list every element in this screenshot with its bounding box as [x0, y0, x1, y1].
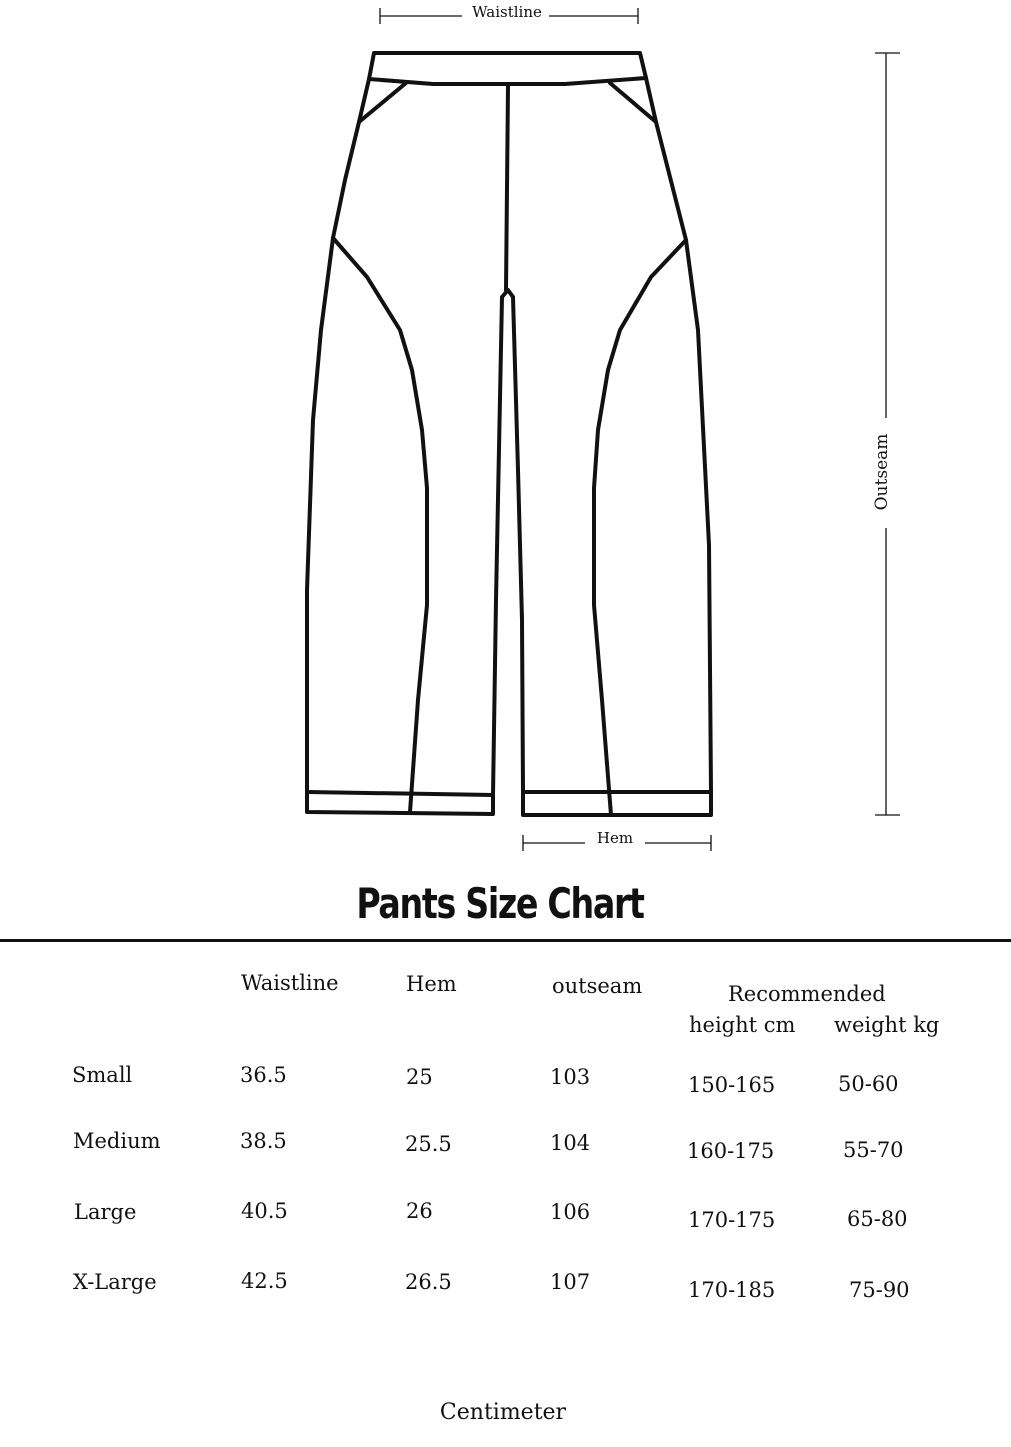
row-weight: 50-60	[838, 1072, 899, 1096]
header-hem: Hem	[406, 972, 457, 996]
row-hem: 25.5	[405, 1132, 452, 1156]
row-weight: 75-90	[849, 1278, 910, 1302]
row-waistline: 40.5	[241, 1199, 288, 1223]
header-waistline: Waistline	[241, 971, 339, 995]
row-hem: 26	[406, 1199, 433, 1223]
row-waistline: 36.5	[240, 1063, 287, 1087]
unit-note: Centimeter	[439, 1400, 567, 1425]
outseam-dimension-label: Outseam	[872, 433, 892, 511]
waistline-dimension-label: Waistline	[472, 3, 542, 21]
header-weight: weight kg	[834, 1013, 940, 1037]
row-size: X-Large	[73, 1270, 157, 1294]
row-size: Large	[74, 1200, 137, 1224]
row-waistline: 38.5	[240, 1129, 287, 1153]
chart-title: Pants Size Chart	[356, 879, 644, 928]
row-height: 150-165	[688, 1073, 776, 1097]
row-hem: 26.5	[405, 1270, 452, 1294]
row-weight: 65-80	[847, 1207, 908, 1231]
row-height: 160-175	[687, 1139, 775, 1163]
pants-outline	[307, 53, 711, 815]
row-outseam: 104	[550, 1131, 591, 1155]
row-outseam: 107	[550, 1270, 591, 1294]
header-recommended: Recommended	[728, 982, 886, 1006]
hem-dimension-label: Hem	[596, 829, 634, 847]
row-height: 170-175	[688, 1208, 776, 1232]
row-size: Medium	[73, 1129, 161, 1153]
row-height: 170-185	[688, 1278, 776, 1302]
row-outseam: 106	[550, 1200, 591, 1224]
row-outseam: 103	[550, 1065, 591, 1089]
row-hem: 25	[406, 1065, 433, 1089]
header-outseam: outseam	[552, 974, 643, 998]
row-weight: 55-70	[843, 1138, 904, 1162]
title-divider	[0, 939, 1011, 942]
header-height: height cm	[689, 1013, 796, 1037]
row-waistline: 42.5	[241, 1269, 288, 1293]
row-size: Small	[72, 1063, 133, 1087]
